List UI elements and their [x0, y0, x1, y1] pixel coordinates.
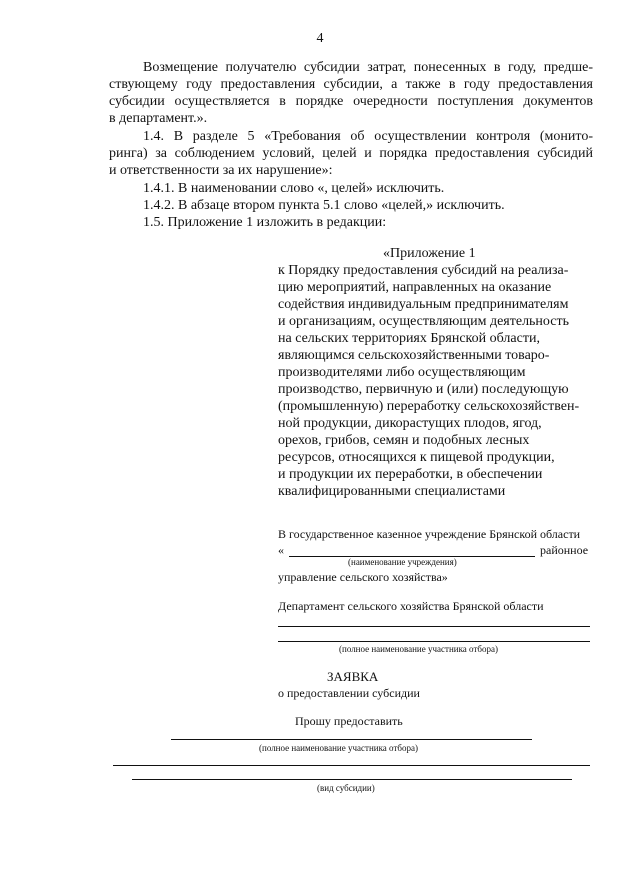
annex-line: ресурсов, относящихся к пищевой продукции,	[278, 450, 555, 465]
paragraph-line: и ответственности за их нарушение»:	[109, 163, 333, 178]
annex-line: являющимся сельскохозяйственными товаро-	[278, 348, 550, 363]
application-subtitle: о предоставлении субсидии	[278, 686, 420, 700]
paragraph-line: ствующему году предоставления субсидии, а также в году предоставления	[109, 77, 593, 92]
caption-subsidy: (вид субсидии)	[317, 783, 375, 793]
caption-participant: (полное наименование участника отбора)	[339, 644, 498, 654]
participant-blank-3[interactable]	[171, 739, 532, 740]
annex-line: и продукции их переработки, в обеспечении	[278, 467, 543, 482]
item-1-4-2: 1.4.2. В абзаце втором пункта 5.1 слово «целей,» исключить.	[143, 198, 505, 213]
department-name: Департамент сельского хозяйства Брянской области	[278, 599, 544, 613]
annex-line: ной продукции, дикорастущих плодов, ягод,	[278, 416, 542, 431]
annex-line: квалифицированными специалистами	[278, 484, 506, 499]
addressee-line-3: управление сельского хозяйства»	[278, 570, 448, 584]
annex-line: содействия индивидуальным предпринимателям	[278, 297, 569, 312]
annex-line: и организациям, осуществляющим деятельность	[278, 314, 569, 329]
paragraph-line: ринга) за соблюдением условий, целей и порядка предоставления субсидий	[109, 146, 593, 161]
item-1-4-1: 1.4.1. В наименовании слово «, целей» исключить.	[143, 181, 445, 196]
annex-line: к Порядку предоставления субсидий на реализа-	[278, 263, 569, 278]
page-number: 4	[316, 31, 324, 46]
annex-line: (промышленную) переработку сельскохозяйствен-	[278, 399, 580, 414]
paragraph-line: в департамент.».	[109, 111, 208, 126]
item-1-5: 1.5. Приложение 1 изложить в редакции:	[143, 215, 387, 230]
paragraph-line: 1.4. В разделе 5 «Требования об осуществлении контроля (монито-	[143, 129, 593, 144]
annex-line: орехов, грибов, семян и подобных лесных	[278, 433, 530, 448]
annex-line: производителями либо осуществляющим	[278, 365, 526, 380]
participant-name-blank-1[interactable]	[278, 626, 590, 627]
application-title: ЗАЯВКА	[327, 669, 379, 684]
addressee-quote-open: «	[278, 543, 284, 557]
subsidy-blank-1[interactable]	[113, 765, 590, 766]
caption-participant-2: (полное наименование участника отбора)	[259, 743, 418, 753]
addressee-district: районное	[540, 543, 589, 557]
annex-line: цию мероприятий, направленных на оказание	[278, 280, 552, 295]
addressee-line-1: В государственное казенное учреждение Брянской области	[278, 527, 581, 541]
subsidy-blank-2[interactable]	[132, 779, 572, 780]
paragraph-line: субсидии осуществляется в порядке очередности поступления документов	[109, 94, 593, 109]
request-text: Прошу предоставить	[295, 714, 403, 728]
annex-line: производство, первичную и (или) последующую	[278, 382, 569, 397]
participant-name-blank-2[interactable]	[278, 641, 590, 642]
caption-institution: (наименование учреждения)	[348, 557, 457, 567]
annex-line: на сельских территориях Брянской области,	[278, 331, 540, 346]
paragraph-line: Возмещение получателю субсидии затрат, понесенных в году, предше-	[143, 60, 593, 75]
annex-title: «Приложение 1	[383, 246, 476, 261]
